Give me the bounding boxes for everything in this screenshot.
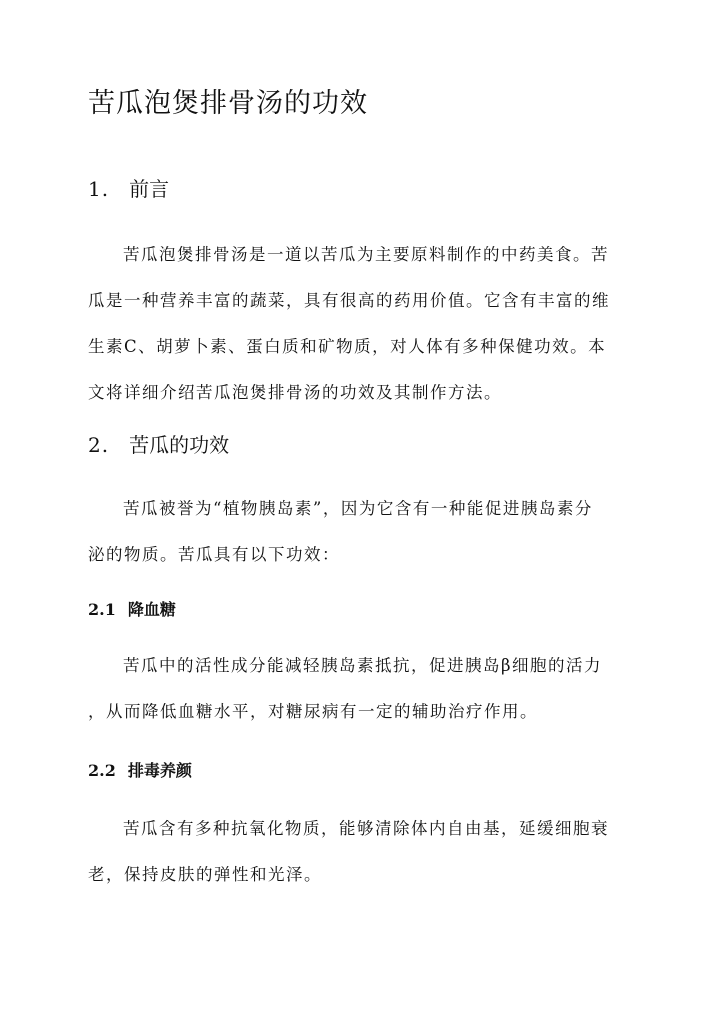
paragraph-blood-sugar: [88, 643, 633, 735]
section-number: 1.: [88, 177, 110, 201]
subsection-number: 2.2: [88, 761, 116, 780]
paragraph-line: 老，保持皮肤的弹性和光泽。: [88, 865, 322, 884]
section-heading-2: [88, 430, 229, 460]
subsection-heading-2-2: [88, 758, 192, 784]
paragraph-line: 文将详细介绍苦瓜泡煲排骨汤的功效及其制作方法。: [88, 383, 502, 402]
paragraph-line: 泌的物质。苦瓜具有以下功效：: [88, 545, 340, 564]
paragraph-benefits: [88, 486, 633, 578]
section-number: 2.: [88, 433, 110, 457]
paragraph-line: 苦瓜被誉为“植物胰岛素”，因为它含有一种能促进胰岛素分: [123, 499, 593, 518]
paragraph-line: 苦瓜泡煲排骨汤是一道以苦瓜为主要原料制作的中药美食。苦: [123, 245, 609, 264]
subsection-title: 排毒养颜: [127, 761, 192, 780]
paragraph-intro: [88, 232, 633, 416]
section-heading-1: [88, 174, 169, 204]
paragraph-line: 瓜是一种营养丰富的蔬菜，具有很高的药用价值。它含有丰富的维: [88, 291, 610, 310]
paragraph-line: 苦瓜含有多种抗氧化物质，能够清除体内自由基，延缓细胞衰: [123, 819, 609, 838]
section-title: 前言: [129, 177, 170, 201]
paragraph-line: 生素C、胡萝卜素、蛋白质和矿物质，对人体有多种保健功效。本: [88, 337, 607, 356]
subsection-title: 降血糖: [127, 600, 176, 619]
paragraph-detox: [88, 806, 633, 898]
subsection-heading-2-1: [88, 597, 176, 623]
section-title: 苦瓜的功效: [129, 433, 230, 457]
subsection-number: 2.1: [88, 600, 116, 619]
paragraph-line: 苦瓜中的活性成分能减轻胰岛素抵抗，促进胰岛β细胞的活力: [123, 656, 603, 675]
document-title: 苦瓜泡煲排骨汤的功效: [88, 88, 368, 119]
paragraph-line: ，从而降低血糖水平，对糖尿病有一定的辅助治疗作用。: [88, 702, 538, 721]
